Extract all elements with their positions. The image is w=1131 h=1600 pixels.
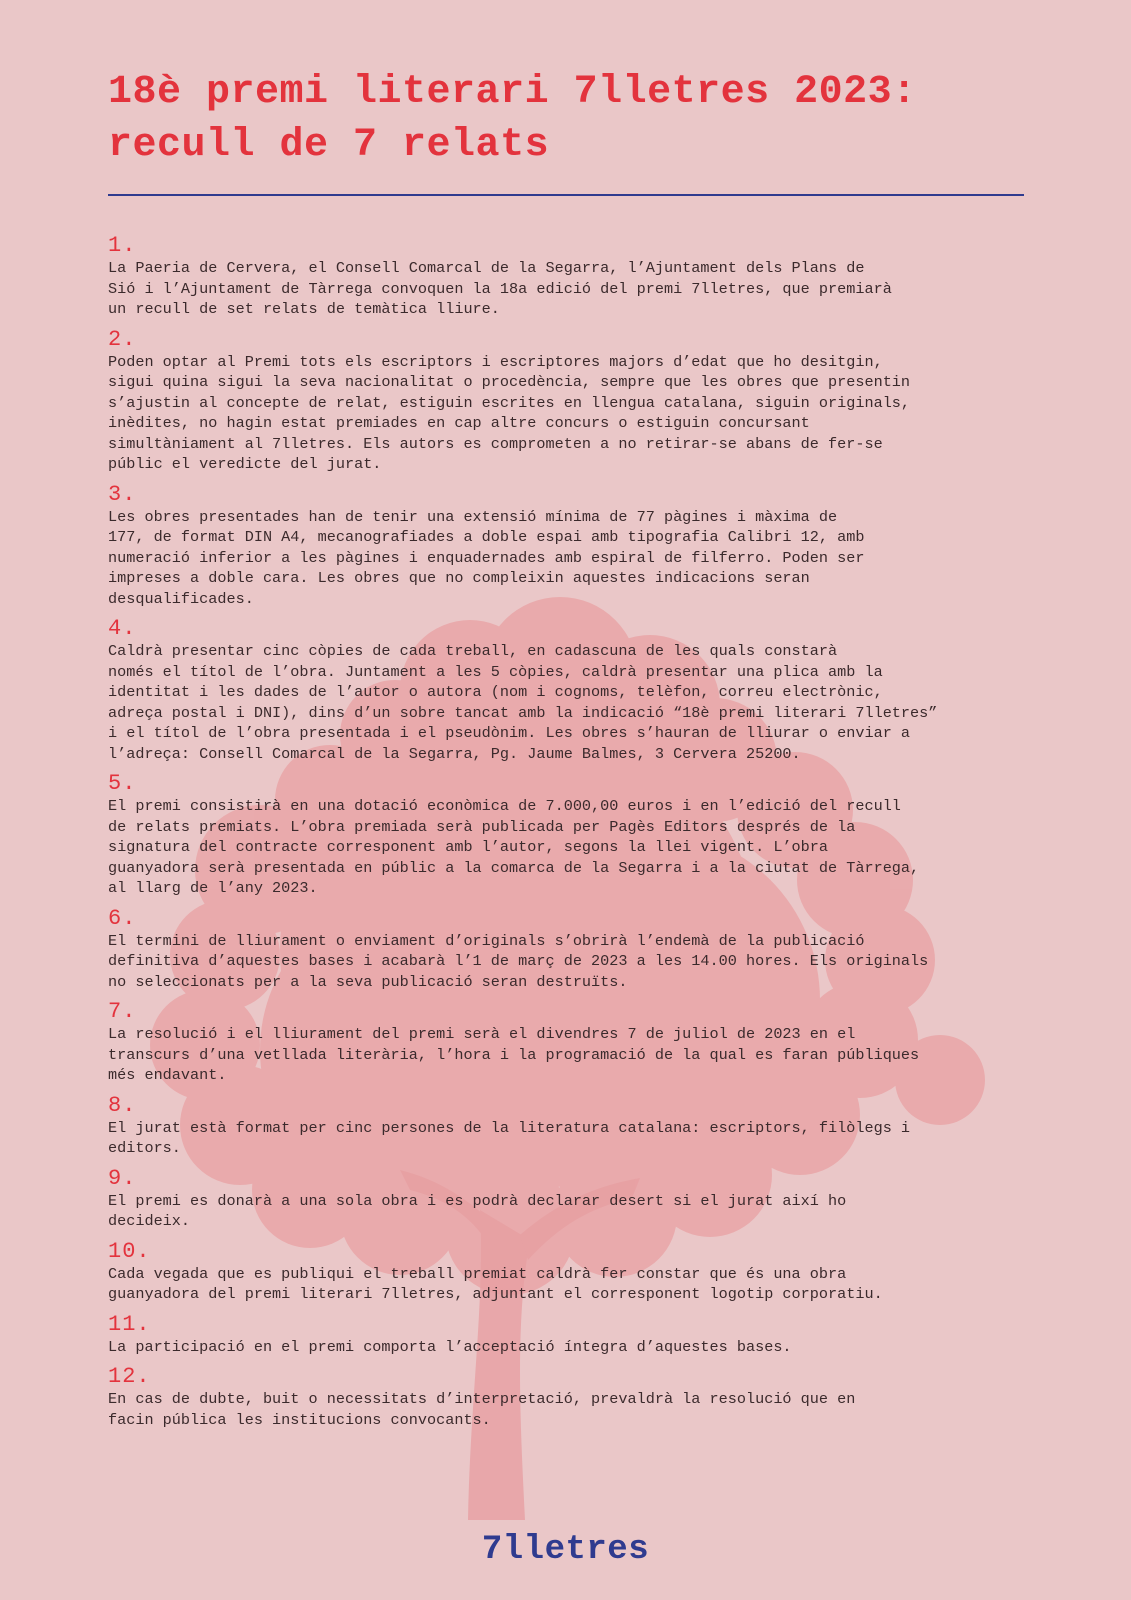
clause-text: El premi consistirà en una dotació econòmica de 7.000,00 euros i en l’edició del recull de relats premiats. L’obra premiada serà publicada per Pagès Editors després de la signatura del contracte corresponent amb l’autor, segons la llei vigent. L’obra guanyadora serà presentada en públic a la comarca de la Segarra i a la ciutat de Tàrrega, al llarg de l’any 2023. bbox=[108, 797, 920, 897]
clause-8 bbox=[108, 1094, 1024, 1159]
clause-number: 11. bbox=[108, 1311, 151, 1337]
clause-number: 8. bbox=[108, 1092, 137, 1118]
clause-number: 10. bbox=[108, 1238, 151, 1264]
clause-2 bbox=[108, 328, 1024, 475]
clause-text: El jurat està format per cinc persones de la literatura catalana: escriptors, filòlegs i editors. bbox=[108, 1118, 911, 1157]
clause-text: Caldrà presentar cinc còpies de cada treball, en cadascuna de les quals constarà només el títol de l’obra. Juntament a les 5 còpies, caldrà presentar una plica amb la identitat i les dades de l’autor o autora (nom i cognoms, telèfon, correu electrònic, adreça postal i DNI), dins d’un sobre tancat amb la indicació “18è premi literari 7lletres” i el títol de l’obra presentada i el pseudònim. Les obres s’hauran de lliurar o enviar a l’adreça: Consell Comarcal de la Segarra, Pg. Jaume Balmes, 3 Cervera 25200. bbox=[108, 642, 938, 763]
clause-text: La resolució i el lliurament del premi serà el divendres 7 de juliol de 2023 en el transcurs d’una vetllada literària, l’hora i la programació de la qual es faran públiques més endavant. bbox=[108, 1025, 920, 1084]
clause-4 bbox=[108, 617, 1024, 764]
clause-7 bbox=[108, 1000, 1024, 1086]
clause-number: 6. bbox=[108, 905, 137, 931]
title-divider bbox=[108, 194, 1024, 196]
clause-5 bbox=[108, 772, 1024, 899]
clause-number: 9. bbox=[108, 1165, 137, 1191]
footer-logo: 7lletres bbox=[481, 1531, 650, 1569]
clause-11 bbox=[108, 1313, 1024, 1358]
clause-number: 3. bbox=[108, 481, 137, 507]
clause-9 bbox=[108, 1167, 1024, 1232]
clause-text: El termini de lliurament o enviament d’originals s’obrirà l’endemà de la publicació definitiva d’aquestes bases i acabarà l’1 de març de 2023 a les 14.00 hores. Els originals no seleccionats per a la seva publicació seran destruïts. bbox=[108, 931, 929, 991]
clause-text: La participació en el premi comporta l’acceptació íntegra d’aquestes bases. bbox=[108, 1337, 792, 1356]
clause-text: El premi es donarà a una sola obra i es podrà declarar desert si el jurat així ho decideix. bbox=[108, 1191, 847, 1230]
clause-text: Les obres presentades han de tenir una extensió mínima de 77 pàgines i màxima de 177, de format DIN A4, mecanografiades a doble espai amb tipografia Calibri 12, amb numeració inferior a les pàgines i enquadernades amb espiral de filferro. Poden ser impreses a doble cara. Les obres que no compleixin aquestes indicacions seran desqualificades. bbox=[108, 507, 865, 608]
clause-3 bbox=[108, 483, 1024, 610]
clause-text: En cas de dubte, buit o necessitats d’interpretació, prevaldrà la resolució que en facin pública les institucions convocants. bbox=[108, 1390, 856, 1429]
clause-number: 4. bbox=[108, 616, 137, 641]
document-page bbox=[108, 66, 1024, 1438]
clause-number: 5. bbox=[108, 771, 137, 796]
clause-number: 1. bbox=[108, 233, 137, 258]
clause-1 bbox=[108, 234, 1024, 320]
clause-text: Poden optar al Premi tots els escriptors i escriptores majors d’edat que ho desitgin, sigui quina sigui la seva nacionalitat o procedència, sempre que les obres que presentin s’ajustin al concepte de relat, estiguin escrites en llengua catalana, siguin originals, inèdites, no hagin estat premiades en cap altre concurs o estiguin concursant simultàniament al 7lletres. Els autors es comprometen a no retirar-se abans de fer-se públic el veredicte del jurat. bbox=[108, 352, 911, 473]
clause-text: La Paeria de Cervera, el Consell Comarcal de la Segarra, l’Ajuntament dels Plans de Sió i l’Ajuntament de Tàrrega convoquen la 18a edició del premi 7lletres, que premiarà un recull de set relats de temàtica lliure. bbox=[108, 259, 892, 318]
clause-number: 2. bbox=[108, 326, 137, 352]
clause-6 bbox=[108, 907, 1024, 993]
clause-text: Cada vegada que es publiqui el treball premiat caldrà fer constar que és una obra guanyadora del premi literari 7lletres, adjuntant el corresponent logotip corporatiu. bbox=[108, 1264, 883, 1303]
page-title: 18è premi literari 7lletres 2023: recull de 7 relats bbox=[108, 70, 917, 168]
clause-number: 7. bbox=[108, 999, 137, 1024]
clause-12 bbox=[108, 1365, 1024, 1430]
rules-list bbox=[108, 234, 1024, 1430]
clause-number: 12. bbox=[108, 1364, 151, 1389]
clause-10 bbox=[108, 1240, 1024, 1305]
